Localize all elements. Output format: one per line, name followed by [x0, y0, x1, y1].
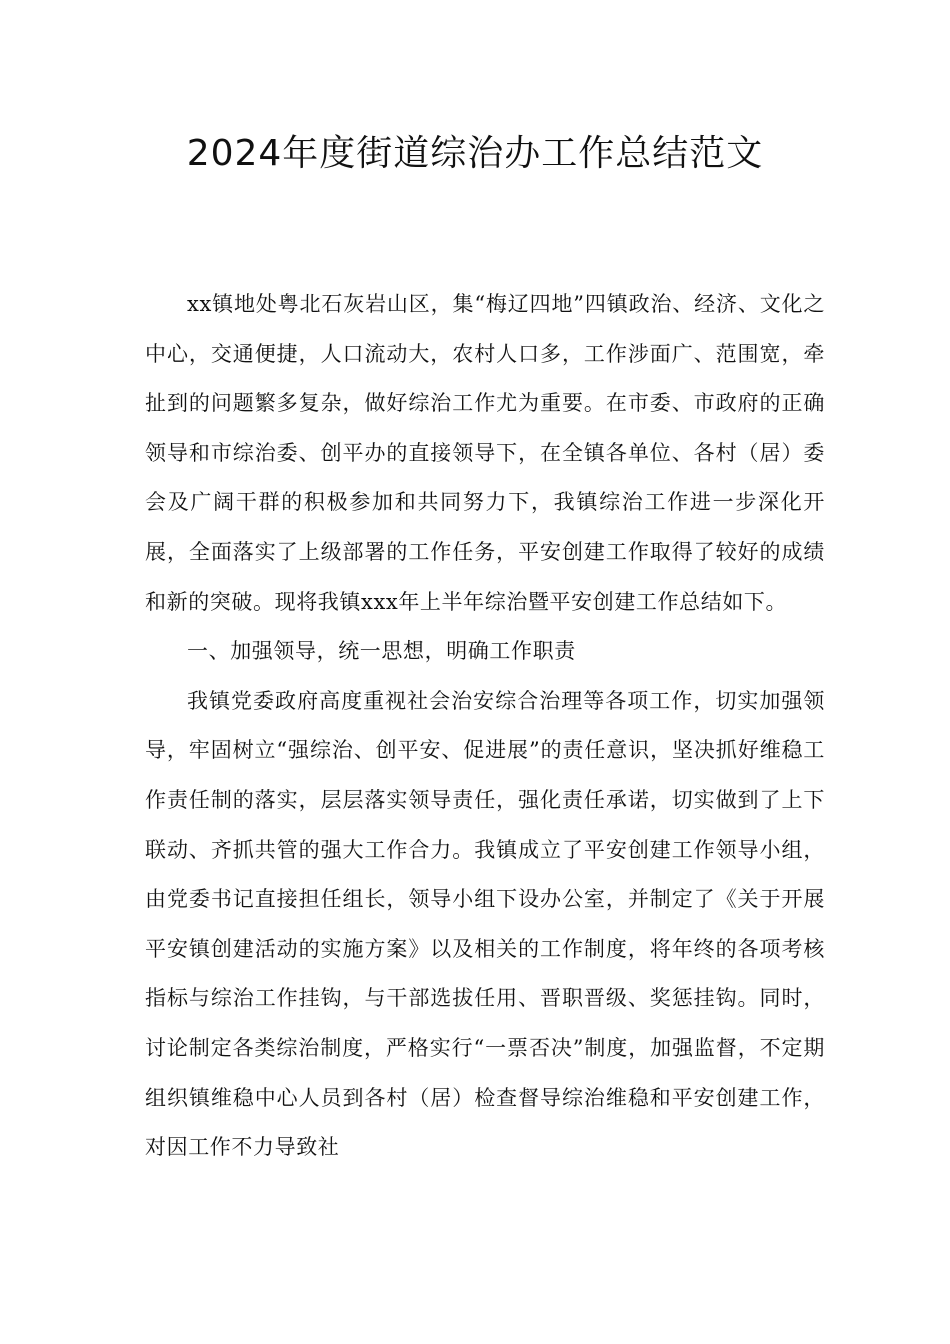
document-title: 2024年度街道综治办工作总结范文 [186, 133, 764, 174]
document-body [145, 280, 825, 1173]
paragraph-intro: xx镇地处粤北石灰岩山区，集“梅辽四地”四镇政治、经济、文化之中心，交通便捷，人口流动大，农村人口多，工作涉面广、范围宽，牵扯到的问题繁多复杂，做好综治工作尤为重要。在市委、市政府的正确领导和市综治委、创平办的直接领导下，在全镇各单位、各村（居）委会及广阔干群的积极参加和共同努力下，我镇综治工作进一步深化开展，全面落实了上级部署的工作任务，平安创建工作取得了较好的成绩和新的突破。现将我镇xxx年上半年综治暨平安创建工作总结如下。 [145, 292, 825, 614]
section-heading-1: 一、加强领导，统一思想，明确工作职责 [187, 639, 576, 664]
paragraph-section-1: 我镇党委政府高度重视社会治安综合治理等各项工作，切实加强领导，牢固树立“强综治、创平安、促进展”的责任意识，坚决抓好维稳工作责任制的落实，层层落实领导责任，强化责任承诺，切实做到了上下联动、齐抓共管的强大工作合力。我镇成立了平安创建工作领导小组，由党委书记直接担任组长，领导小组下设办公室，并制定了《关于开展平安镇创建活动的实施方案》以及相关的工作制度，将年终的各项考核指标与综治工作挂钩，与干部选拔任用、晋职晋级、奖惩挂钩。同时，讨论制定各类综治制度，严格实行“一票否决”制度，加强监督，不定期组织镇维稳中心人员到各村（居）检查督导综治维稳和平安创建工作，对因工作不力导致社 [145, 688, 825, 1160]
